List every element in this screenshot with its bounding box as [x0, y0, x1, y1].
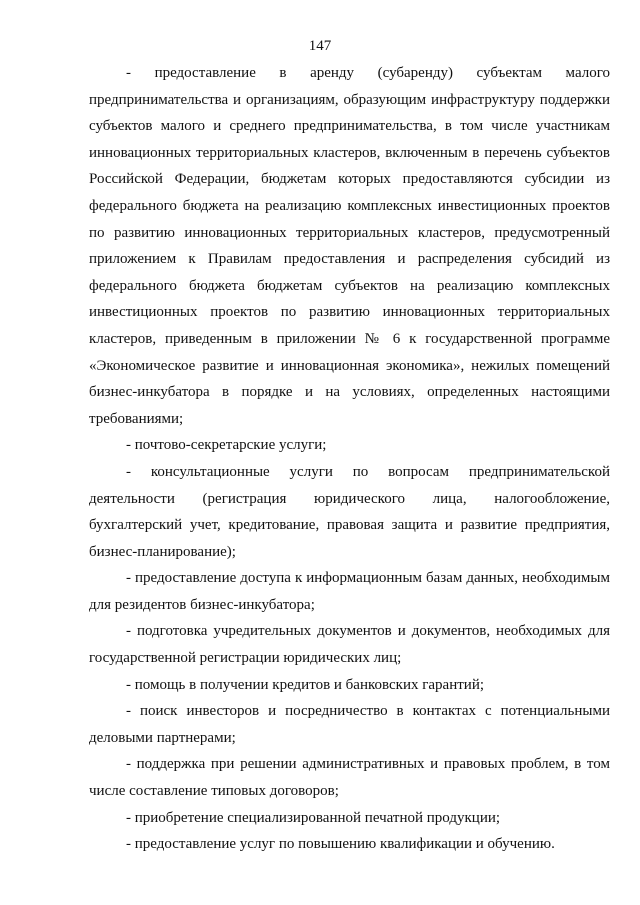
paragraph-postal-services: - почтово-секретарские услуги; — [126, 437, 327, 454]
paragraph-printed-products: - приобретение специализированной печатной продукции; — [126, 809, 501, 826]
document-body — [89, 60, 610, 858]
paragraph-database-access: - предоставление доступа к информационным базам данных, необходимым для резидентов бизнес-инкубатора; — [89, 570, 610, 613]
paragraph-investor-search: - поиск инвесторов и посредничество в контактах с потенциальными деловыми партнерами; — [89, 703, 610, 746]
paragraph-consulting-services: - консультационные услуги по вопросам предпринимательской деятельности (регистрация юридического лица, налогообложение, бухгалтерский учет, кредитование, правовая защита и развитие предприятия, бизнес-планирование); — [89, 463, 610, 560]
paragraph-document-preparation: - подготовка учредительных документов и документов, необходимых для государственной регистрации юридических лиц; — [89, 623, 610, 667]
paragraph-credit-assistance: - помощь в получении кредитов и банковских гарантий; — [126, 676, 485, 693]
paragraph-legal-support: - поддержка при решении административных и правовых проблем, в том числе составление типовых договоров; — [89, 756, 610, 800]
page-number: 147 — [308, 38, 332, 54]
paragraph-training-services: - предоставление услуг по повышению квалификации и обучению. — [126, 836, 555, 853]
paragraph-lease-premises: - предоставление в аренду (субаренду) субъектам малого предпринимательства и организациям, образующим инфраструктуру поддержки субъектов малого и среднего предпринимательства, в том числе участникам инновационных территориальных кластеров, включенным в перечень субъектов Российской Федерации, бюджетам которых предоставляются субсидии из федерального бюджета на реализацию комплексных инвестиционных проектов по развитию инновационных территориальных кластеров, предусмотренный приложением к Правилам предоставления и распределения субсидий из федерального бюджета бюджетам субъектов на реализацию комплексных инвестиционных проектов по развитию инновационных территориальных кластеров, приведенным в приложении № 6 к государственной программе «Экономическое развитие и инновационная экономика», нежилых помещений бизнес-инкубатора в порядке и на условиях, определенных настоящими требованиями; — [89, 65, 610, 427]
